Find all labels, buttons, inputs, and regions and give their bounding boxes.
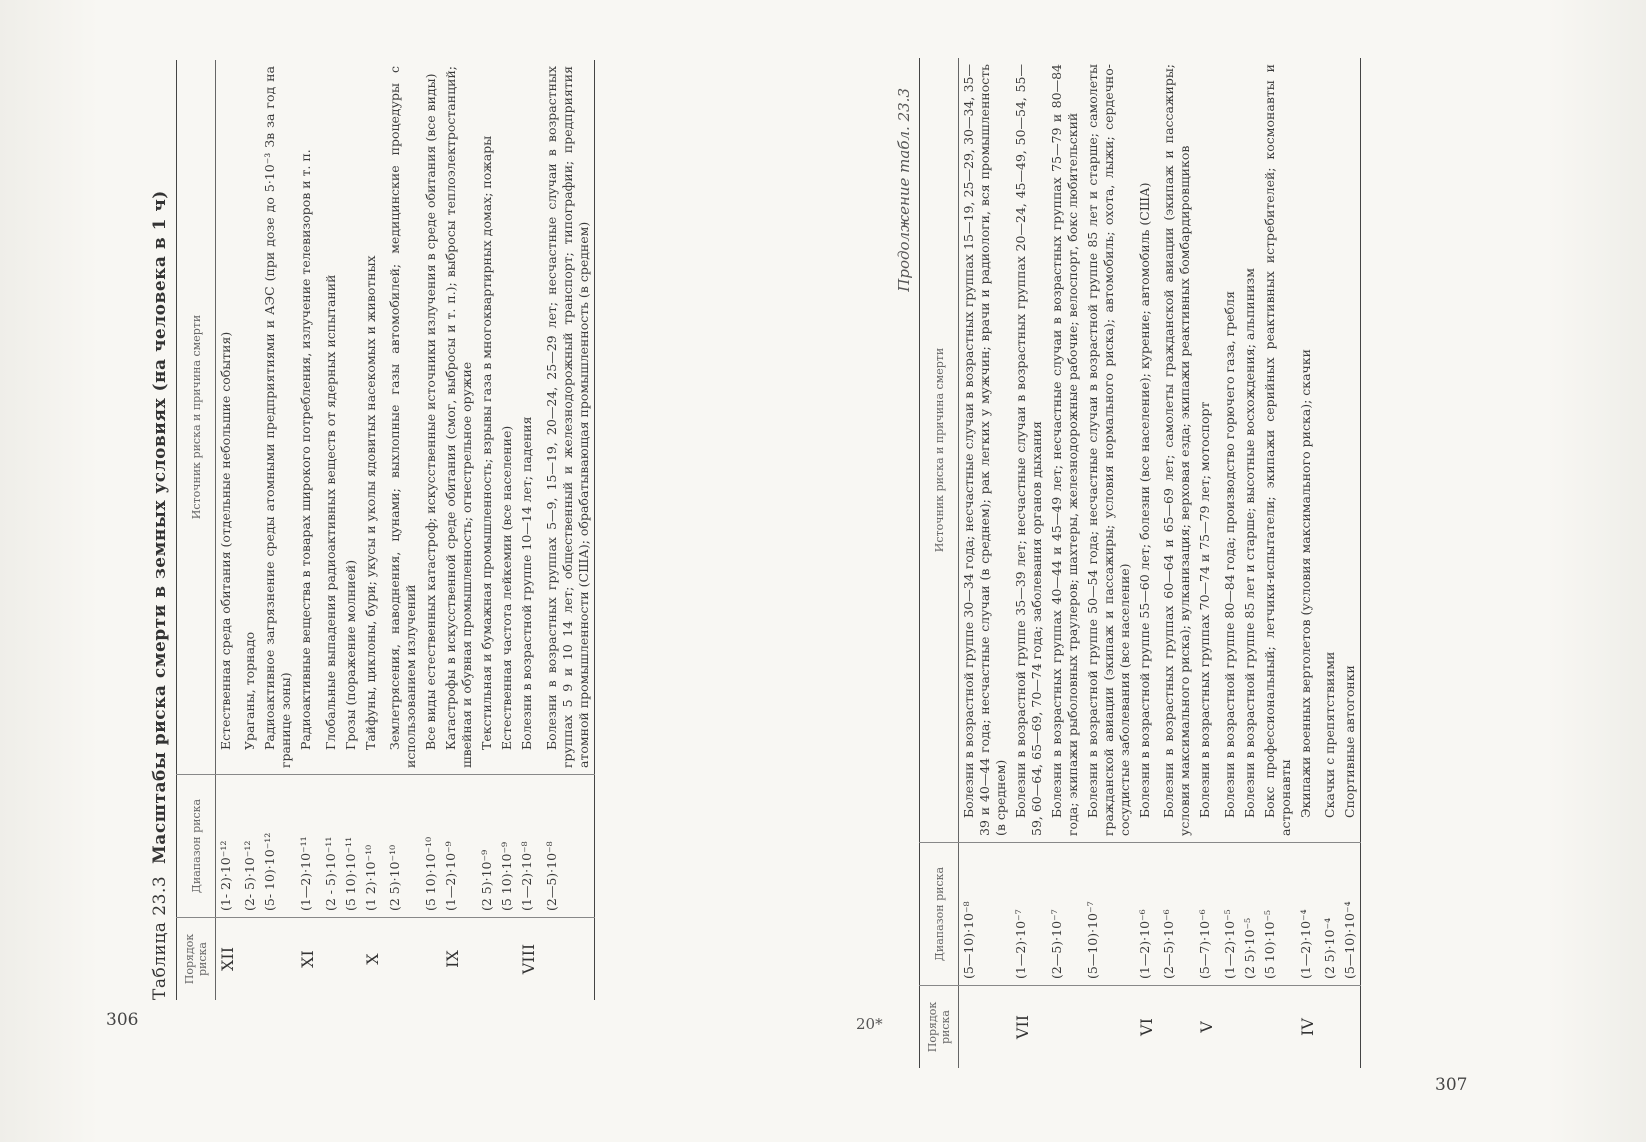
risk-range-cell: (5 10)·10⁻¹⁰ [421,775,441,918]
risk-source-cell: Радиоактивное загрязнение среды атомными предприятиями и АЭС (при дозе до 5·10⁻³ Зв за год на границе зоны) [262,66,294,768]
risk-range-cell: (5—10)·10⁻⁴ [1340,843,1361,986]
risk-source-cell: Болезни в возрастной группе 35—39 лет; несчастные случаи в возрастных группах 20—24, 45—49, 50—54, 55—59, 60—64, 65—69, 70—74 года; заболевания органов дыхания [1013,64,1044,836]
header-range: Диапазон риска [920,843,959,986]
risk-range-cell: (1—2)·10⁻⁹ [441,775,477,918]
risk-order-cell [1083,986,1135,1069]
risk-range-cell: (1—2)·10⁻⁶ [1135,843,1159,986]
table-row [1320,58,1340,1068]
table-row [296,60,320,1000]
table-row [260,60,296,1000]
risk-range-cell: (2- 5)·10⁻¹² [240,775,260,918]
risk-order-cell [321,918,341,1001]
risk-order-cell [260,918,296,1001]
risk-order-cell [1260,986,1296,1069]
risk-range-cell: (2 5)·10⁻⁴ [1320,843,1340,986]
risk-source-cell: Болезни в возрастных группах 70—74 и 75—79 лет; мотоспорт [1197,401,1213,818]
risk-order-cell: IX [441,918,477,1001]
table-number: Таблица 23.3 [150,875,170,1000]
risk-range-cell: (2 5)·10⁻¹⁰ [385,775,421,918]
risk-range-cell: (1—2)·10⁻⁸ [517,775,541,918]
risk-source-cell: Болезни в возрастной группе 10—14 лет; падения [519,416,535,750]
risk-range-cell: (2 - 5)·10⁻¹¹ [321,775,341,918]
risk-range-cell: (5 10)·10⁻⁵ [1260,843,1296,986]
table-row [240,60,260,1000]
table-row [1260,58,1296,1068]
risk-table-right [919,58,1361,1068]
risk-order-cell [341,918,361,1001]
risk-order-cell [1220,986,1240,1069]
table-row [1135,58,1159,1068]
risk-source-cell: Болезни в возрастной группе 30—34 года; несчастные случаи в возрастных группах 15—19, 25—29, 30—34, 35—39 и 40—44 года; несчастные случаи (в среднем); рак легких у мужчин; врачи и радиологи, вся промышленность (в среднем) [961,64,1008,836]
risk-order-cell [1340,986,1361,1069]
risk-range-cell: (2 5)·10⁻⁹ [477,775,497,918]
page-number-right: 307 [1435,1075,1468,1095]
risk-order-cell: VI [1135,986,1159,1069]
risk-order-cell: VII [1011,986,1047,1069]
risk-source-cell: Скачки с препятствиями [1322,651,1338,818]
risk-source-cell: Естественная среда обитания (отдельные небольшие события) [218,331,233,750]
risk-order-cell [385,918,421,1001]
risk-order-cell: IV [1296,986,1320,1069]
risk-order-cell [1320,986,1340,1069]
table-row [542,60,595,1000]
risk-order-cell: X [361,918,385,1001]
risk-source-cell: Все виды естественных катастроф; искусственные источники излучения в среде обитания (все виды) [423,73,439,750]
risk-order-cell [1047,986,1083,1069]
right-page-rotated [895,58,1361,1068]
risk-range-cell: (1- 2)·10⁻¹² [216,775,241,918]
table-row [1083,58,1135,1068]
table-row [497,60,517,1000]
signature-mark: 20* [856,1015,883,1033]
risk-range-cell: (5 10)·10⁻¹¹ [341,775,361,918]
risk-order-cell [477,918,497,1001]
risk-source-cell: Спортивные автогонки [1342,665,1358,818]
risk-source-cell: Бокс профессиональный; летчики-испытатели; экипажи серийных реактивных истребителей; космонавты и астронавты [1261,64,1293,836]
table-row [1296,58,1320,1068]
risk-source-cell: Грозы (поражение молнией) [342,559,358,750]
table-title [150,60,170,1000]
page-number-left: 306 [106,1010,139,1030]
risk-table-left [176,60,595,1000]
risk-order-cell [1240,986,1260,1069]
risk-source-cell: Болезни в возрастной группе 50—54 года; несчастные случаи в возрастной группе 85 лет и старше; самолеты гражданской авиации (экипаж и пассажиры; условия нормального риска); автомобиль; охота, лыжи; сердечно-сосудистые заболевания (все население) [1085,64,1132,836]
risk-order-cell [542,918,595,1001]
risk-range-cell: (2—5)·10⁻⁶ [1159,843,1195,986]
risk-order-cell [1159,986,1195,1069]
risk-source-cell: Болезни в возрастной группе 80—84 года; производство горючего газа, гребля [1221,291,1237,818]
table-row [1240,58,1260,1068]
table-row [1159,58,1195,1068]
table-row [1011,58,1047,1068]
risk-source-cell: Естественная частота лейкемии (все население) [499,425,515,750]
risk-source-cell: Тайфуны, циклоны, бури; укусы и уколы ядовитых насекомых и животных [362,255,378,750]
risk-range-cell: (5- 10)·10⁻¹² [260,775,296,918]
table-caption: Масштабы риска смерти в земных условиях (на человека в 1 ч) [150,190,170,865]
risk-order-cell [421,918,441,1001]
table-row [321,60,341,1000]
risk-range-cell: (1 2)·10⁻¹⁰ [361,775,385,918]
table-row [216,60,241,1000]
risk-source-cell: Радиоактивные вещества в товарах широкого потребления, излучение телевизоров и т. п. [298,149,314,750]
risk-source-cell: Глобальные выпадения радиоактивных веществ от ядерных испытаний [322,274,338,750]
header-source: Источник риска и причина смерти [189,314,203,520]
header-source: Источник риска и причина смерти [932,347,946,553]
risk-source-cell: Текстильная и бумажная промышленность; взрывы газа в многоквартирных домах; пожары [479,135,495,750]
risk-range-cell: (1—2)·10⁻⁷ [1011,843,1047,986]
risk-range-cell: (2—5)·10⁻⁷ [1047,843,1083,986]
table-row [959,58,1012,1068]
risk-order-cell: VIII [517,918,541,1001]
risk-range-cell: (1—2)·10⁻⁵ [1220,843,1240,986]
table-row [421,60,441,1000]
risk-range-cell: (2—5)·10⁻⁸ [542,775,595,918]
table-row [1195,58,1219,1068]
risk-range-cell: (1—2)·10⁻⁴ [1296,843,1320,986]
header-order: Порядок риска [177,918,216,1001]
risk-range-cell: (5—10)·10⁻⁷ [1083,843,1135,986]
risk-order-cell: XI [296,918,320,1001]
risk-range-cell: (1—2)·10⁻¹¹ [296,775,320,918]
risk-order-cell: V [1195,986,1219,1069]
risk-order-cell: XII [216,918,241,1001]
risk-range-cell: (5 10)·10⁻⁹ [497,775,517,918]
table-row [477,60,497,1000]
table-row [1047,58,1083,1068]
table-row [361,60,385,1000]
table-row [385,60,421,1000]
risk-order-cell [240,918,260,1001]
table-row [1340,58,1361,1068]
risk-source-cell: Болезни в возрастных группах 40—44 и 45—49 лет; несчастные случаи в возрастных группах 75—79 и 80—84 года; экипажи рыболовных траулеров; шахтеры, железнодорожные рабочие; велоспорт, бокс любительский [1049,64,1080,836]
table-row [441,60,477,1000]
continuation-title: Продолжение табл. 23.3 [895,88,913,292]
table-row [341,60,361,1000]
risk-source-cell: Ураганы, торнадо [242,631,258,750]
risk-range-cell: (5—7)·10⁻⁶ [1195,843,1219,986]
risk-source-cell: Землетрясения, наводнения, цунами; выхлопные газы автомобилей; медицинские процедуры с использованием излучений [387,66,419,768]
left-page-rotated [150,60,595,1000]
risk-order-cell [497,918,517,1001]
risk-source-cell: Болезни в возрастной группе 55—60 лет; болезни (все население); курение; автомобиль (США) [1137,182,1152,818]
risk-source-cell: Болезни в возрастных группах 60—64 и 65—69 лет; самолеты гражданской авиации (экипаж и пассажиры; условия максимального риска); вулканизация; верховая езда; экипажи реактивных бомбардировщиков [1161,64,1193,836]
risk-range-cell: (2 5)·10⁻⁵ [1240,843,1260,986]
table-row [517,60,541,1000]
risk-source-cell: Экипажи военных вертолетов (условия максимального риска); скачки [1297,349,1313,818]
header-order: Порядок риска [920,986,959,1069]
header-range: Диапазон риска [177,775,216,918]
risk-order-cell [959,986,1012,1069]
table-row [1220,58,1240,1068]
risk-source-cell: Катастрофы в искусственной среде обитания (смог, выбросы и т. п.); выбросы теплоэлектростанций; швейная и обувная промышленность; огнестрельное оружие [443,66,475,768]
risk-source-cell: Болезни в возрастных группах 5—9, 15—19, 20—24, 25—29 лет; несчастные случаи в возрастных группах 5 9 и 10 14 лет; общественный и железнодорожный транспорт; типографии; предприятия атомной промышленности (США); обрабатывающая промышленность (в среднем) [543,66,591,768]
risk-range-cell: (5—10)·10⁻⁸ [959,843,1012,986]
risk-source-cell: Болезни в возрастной группе 85 лет и старше; высотные восхождения; альпинизм [1241,268,1257,818]
